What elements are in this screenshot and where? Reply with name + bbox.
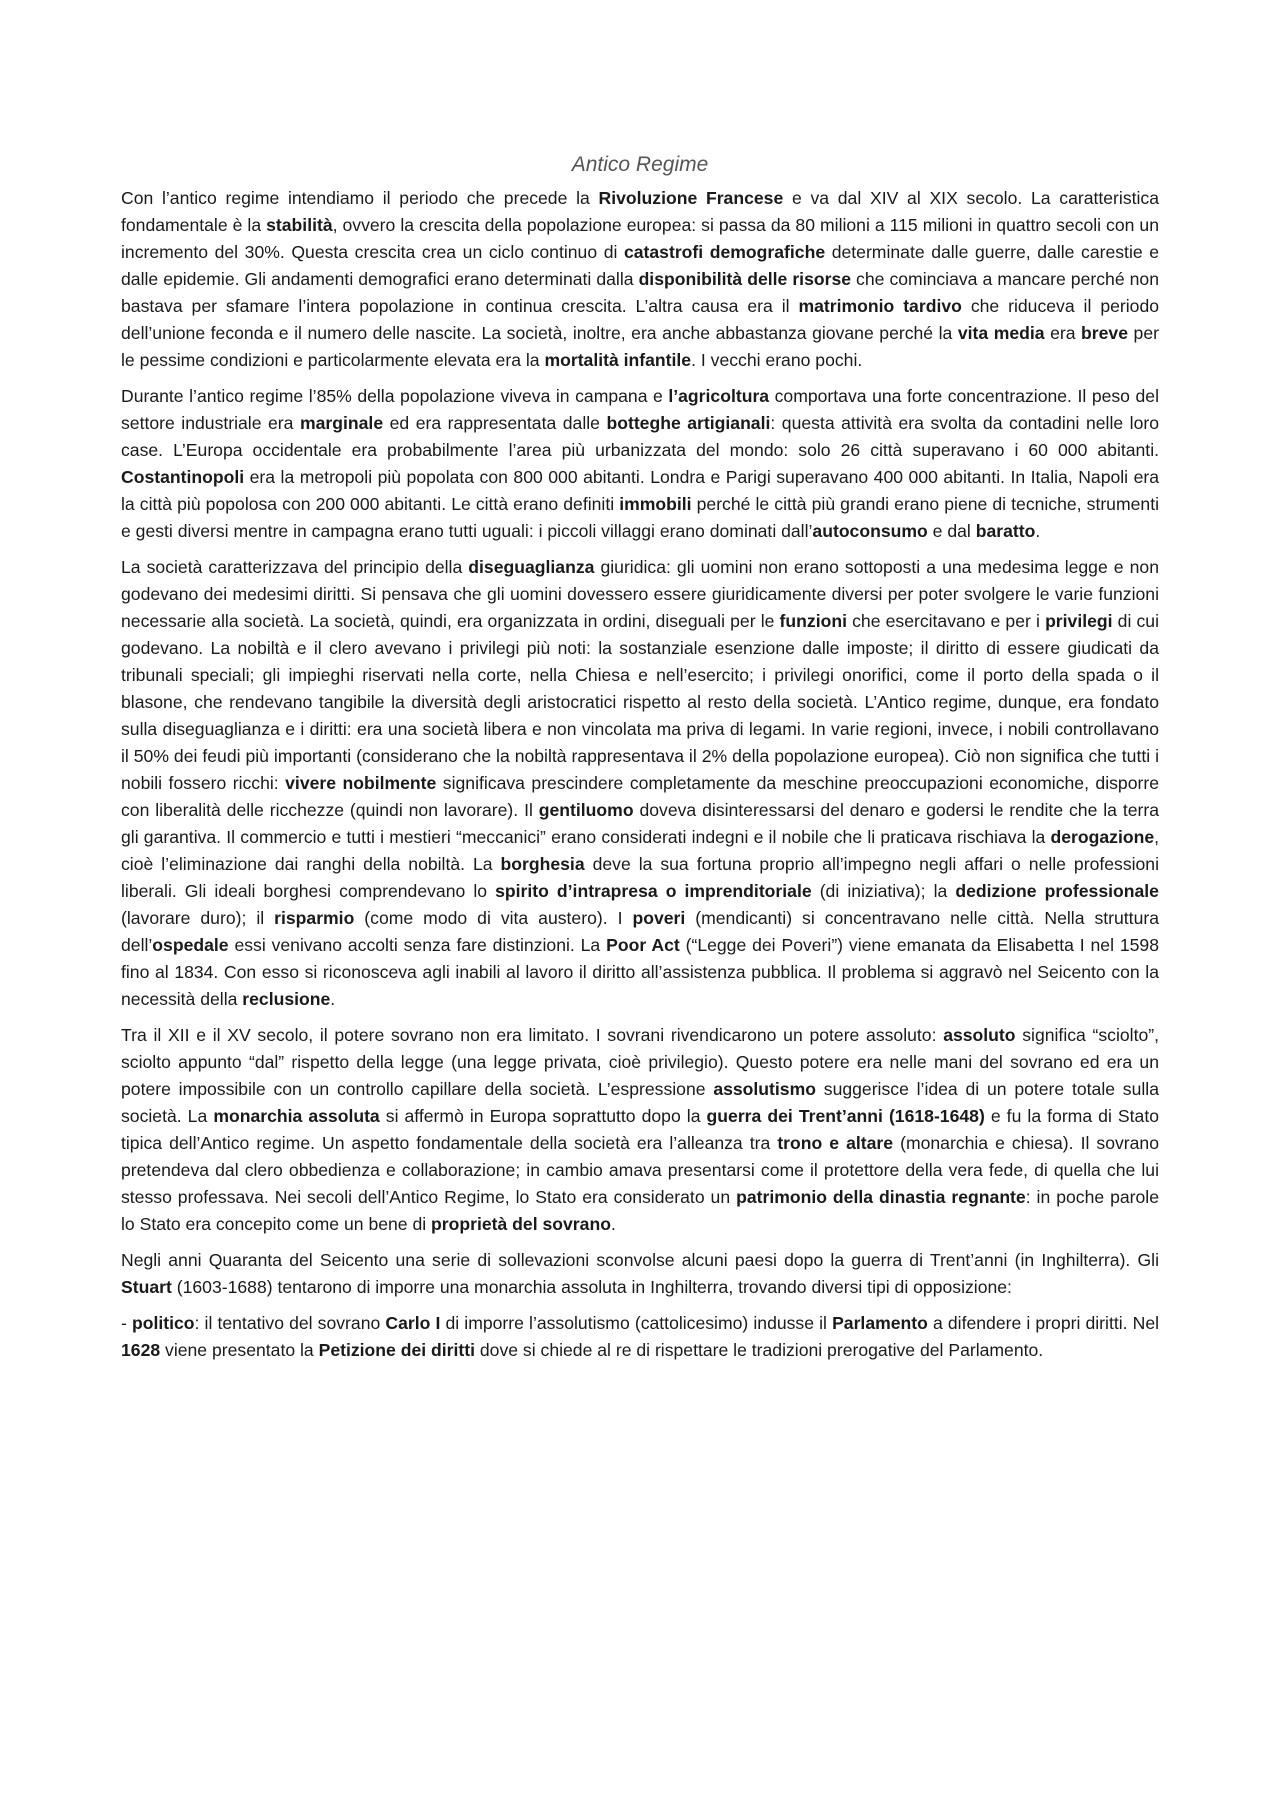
bold-term: Stuart bbox=[121, 1277, 172, 1297]
bold-term: trono e altare bbox=[777, 1133, 894, 1153]
text-run: Tra il XII e il XV secolo, il potere sovrano non era limitato. I sovrani rivendicarono un potere assoluto: bbox=[121, 1025, 944, 1045]
text-run: - bbox=[121, 1313, 132, 1333]
bold-term: Petizione dei diritti bbox=[318, 1340, 475, 1360]
bold-term: matrimonio tardivo bbox=[798, 296, 962, 316]
text-run: dove si chiede al re di rispettare le tradizioni prerogative del Parlamento. bbox=[475, 1340, 1044, 1360]
text-run: Negli anni Quaranta del Seicento una serie di sollevazioni sconvolse alcuni paesi dopo la guerra di Trent’anni (in Inghilterra). Gli bbox=[121, 1250, 1159, 1270]
text-run: e dal bbox=[927, 521, 976, 541]
bold-term: disponibilità delle risorse bbox=[638, 269, 852, 289]
text-run: (lavorare duro); il bbox=[121, 908, 275, 928]
bold-term: autoconsumo bbox=[812, 521, 928, 541]
text-run: (1603-1688) tentarono di imporre una monarchia assoluta in Inghilterra, trovando diversi tipi di opposizione: bbox=[171, 1277, 1012, 1297]
bold-term: 1628 bbox=[121, 1340, 161, 1360]
text-run: La società caratterizzava del principio della bbox=[121, 557, 469, 577]
text-run: si affermò in Europa soprattutto dopo la bbox=[379, 1106, 707, 1126]
bold-term: proprietà del sovrano bbox=[431, 1214, 611, 1234]
bold-term: baratto bbox=[975, 521, 1036, 541]
bold-term: funzioni bbox=[779, 611, 847, 631]
text-run: deve la sua fortuna proprio all’impegno negli affari o nelle professioni liberali. Gli ideali borghesi comprendevano lo bbox=[121, 854, 1160, 901]
text-run: doveva disinteressarsi del denaro e godersi le rendite che la terra gli garantiva. Il commercio e tutti i mestieri “meccanici” erano considerati indegni e il nobile che li praticava rischiava la bbox=[121, 800, 1159, 847]
text-run: che cominciava a mancare perché non bastava per sfamare l’intera popolazione in continua crescita. L’altra causa era il bbox=[121, 269, 1159, 316]
text-run: (“Legge dei Poveri”) viene emanata da Elisabetta I nel 1598 fino al 1834. Con esso si riconosceva agli inabili al lavoro il diritto all’assistenza pubblica. Il problema si aggravò nel Seicento con la necessità della bbox=[121, 935, 1159, 1009]
text-run: (come modo di vita austero). I bbox=[354, 908, 633, 928]
bold-term: assoluto bbox=[943, 1025, 1016, 1045]
bold-term: Costantinopoli bbox=[121, 467, 245, 487]
paragraph bbox=[121, 554, 1159, 1013]
paragraph bbox=[121, 1022, 1159, 1238]
text-run: comportava una forte concentrazione. Il peso del settore industriale era bbox=[121, 386, 1159, 433]
text-run: (mendicanti) si concentravano nelle città. Nella struttura dell’ bbox=[121, 908, 1160, 955]
bold-term: vita media bbox=[957, 323, 1045, 343]
bold-term: reclusione bbox=[242, 989, 331, 1009]
bold-term: l’agricoltura bbox=[668, 386, 770, 406]
bold-term: guerra dei Trent’anni (1618-1648) bbox=[706, 1106, 985, 1126]
text-run: : il tentativo del sovrano bbox=[194, 1313, 386, 1333]
text-run: significava prescindere completamente da meschine preoccupazioni economiche, disporre con liberalità delle ricchezze (quindi non lavorare). Il bbox=[121, 773, 1159, 820]
bold-term: vivere nobilmente bbox=[285, 773, 437, 793]
text-run: era la metropoli più popolata con 800 000 abitanti. Londra e Parigi superavano 400 000 abitanti. In Italia, Napoli era la città più popolosa con 200 000 abitanti. Le città erano definiti bbox=[121, 467, 1159, 514]
paragraph bbox=[121, 1310, 1159, 1364]
bold-term: Carlo I bbox=[385, 1313, 441, 1333]
bold-term: ospedale bbox=[152, 935, 229, 955]
text-run: ed era rappresentata dalle bbox=[383, 413, 607, 433]
text-run: giuridica: gli uomini non erano sottoposti a una medesima legge e non godevano dei medesimi diritti. Si pensava che gli uomini dovessero essere giuridicamente diversi per poter svolgere le varie funzioni necessarie alla società. La società, quindi, era organizzata in ordini, diseguali per le bbox=[121, 557, 1159, 631]
bold-term: gentiluomo bbox=[538, 800, 634, 820]
bold-term: borghesia bbox=[500, 854, 585, 874]
text-run: (di iniziativa); la bbox=[811, 881, 956, 901]
text-run: : in poche parole lo Stato era concepito come un bene di bbox=[121, 1187, 1159, 1234]
bold-term: stabilità bbox=[266, 215, 333, 235]
text-run: di imporre l’assolutismo (cattolicesimo) indusse il bbox=[440, 1313, 833, 1333]
bold-term: dedizione professionale bbox=[955, 881, 1159, 901]
text-run: di cui godevano. La nobiltà e il clero avevano i privilegi più noti: la sostanziale esenzione dalle imposte; il diritto di essere giudicati da tribunali speciali; gli impieghi riservati nella corte, nella Chiesa e nell’esercito; i privilegi onorifici, come il porto della spada o il blasone, che rendevano tangibile la diversità degli aristocratici rispetto al resto della società. L’Antico regime, dunque, era fondato sulla diseguaglianza e i diritti: era una società libera e non vincolata ma priva di legami. In varie regioni, invece, i nobili controllavano il 50% dei feudi più importanti (considerano che la nobiltà rappresentava il 2% della popolazione europea). Ciò non significa che tutti i nobili fossero ricchi: bbox=[121, 611, 1159, 793]
text-run: viene presentato la bbox=[160, 1340, 319, 1360]
document-body bbox=[121, 185, 1159, 1364]
text-run: Con l’antico regime intendiamo il periodo che precede la bbox=[121, 188, 599, 208]
paragraph bbox=[121, 185, 1159, 374]
bold-term: poveri bbox=[632, 908, 686, 928]
text-run: che esercitavano e per i bbox=[846, 611, 1046, 631]
bold-term: monarchia assoluta bbox=[213, 1106, 380, 1126]
text-run: . bbox=[610, 1214, 616, 1234]
bold-term: Rivoluzione Francese bbox=[598, 188, 784, 208]
bold-term: politico bbox=[131, 1313, 195, 1333]
bold-term: assolutismo bbox=[713, 1079, 816, 1099]
bold-term: Parlamento bbox=[832, 1313, 928, 1333]
text-run: significa “sciolto”, sciolto appunto “dal” rispetto della legge (una legge privata, cioè privilegio). Questo potere era nelle mani del sovrano ed era un potere impossibile con un controllo capillare della società. L’espressione bbox=[121, 1025, 1159, 1099]
text-run: determinate dalle guerre, dalle carestie e dalle epidemie. Gli andamenti demografici erano determinati dalla bbox=[121, 242, 1159, 289]
text-run: essi venivano accolti senza fare distinzioni. La bbox=[228, 935, 607, 955]
bold-term: diseguaglianza bbox=[468, 557, 595, 577]
text-run: era bbox=[1044, 323, 1082, 343]
document-page bbox=[121, 150, 1159, 1373]
paragraph bbox=[121, 1247, 1159, 1301]
bold-term: patrimonio della dinastia regnante bbox=[736, 1187, 1026, 1207]
text-run: . I vecchi erano pochi. bbox=[691, 350, 863, 370]
text-run: suggerisce l’idea di un potere totale sulla società. La bbox=[121, 1079, 1159, 1126]
text-run: perché le città più grandi erano piene di tecniche, strumenti e gesti diversi mentre in campagna erano tutti uguali: i piccoli villaggi erano dominati dall’ bbox=[121, 494, 1159, 541]
text-run: , cioè l’eliminazione dai ranghi della nobiltà. La bbox=[121, 827, 1159, 874]
paragraph bbox=[121, 383, 1159, 545]
text-run: a difendere i propri diritti. Nel bbox=[927, 1313, 1160, 1333]
bold-term: immobili bbox=[619, 494, 692, 514]
text-run: . bbox=[330, 989, 336, 1009]
bold-term: mortalità infantile bbox=[544, 350, 692, 370]
bold-term: spirito d’intrapresa o imprenditoriale bbox=[495, 881, 812, 901]
text-run: che riduceva il periodo dell’unione feconda e il numero delle nascite. La società, inoltre, era anche abbastanza giovane perché la bbox=[121, 296, 1160, 343]
text-run: Durante l’antico regime l’85% della popolazione viveva in campana e bbox=[121, 386, 669, 406]
bold-term: marginale bbox=[299, 413, 384, 433]
bold-term: privilegi bbox=[1045, 611, 1113, 631]
page-title: Antico Regime bbox=[571, 153, 709, 176]
text-run: (monarchia e chiesa). Il sovrano pretendeva dal clero obbedienza e collaborazione; in cambio amava presentarsi come il protettore della vera fede, di quella che lui stesso professava. Nei secoli dell’Antico Regime, lo Stato era considerato un bbox=[121, 1133, 1159, 1207]
text-run: e fu la forma di Stato tipica dell’Antico regime. Un aspetto fondamentale della società era l’alleanza tra bbox=[121, 1106, 1159, 1153]
bold-term: botteghe artigianali bbox=[606, 413, 771, 433]
text-run: per le pessime condizioni e particolarmente elevata era la bbox=[121, 323, 1159, 370]
text-run: : questa attività era svolta da contadini nelle loro case. L’Europa occidentale era probabilmente l’area più urbanizzata del mondo: solo 26 città superavano i 60 000 abitanti. bbox=[121, 413, 1160, 460]
text-run: , ovvero la crescita della popolazione europea: si passa da 80 milioni a 115 milioni in quattro secoli con un incremento del 30%. Questa crescita crea un ciclo continuo di bbox=[121, 215, 1159, 262]
bold-term: derogazione bbox=[1050, 827, 1155, 847]
text-run: . bbox=[1035, 521, 1041, 541]
bold-term: risparmio bbox=[274, 908, 355, 928]
bold-term: breve bbox=[1081, 323, 1128, 343]
bold-term: Poor Act bbox=[606, 935, 680, 955]
text-run: e va dal XIV al XIX secolo. La caratteristica fondamentale è la bbox=[121, 188, 1160, 235]
bold-term: catastrofi demografiche bbox=[623, 242, 826, 262]
